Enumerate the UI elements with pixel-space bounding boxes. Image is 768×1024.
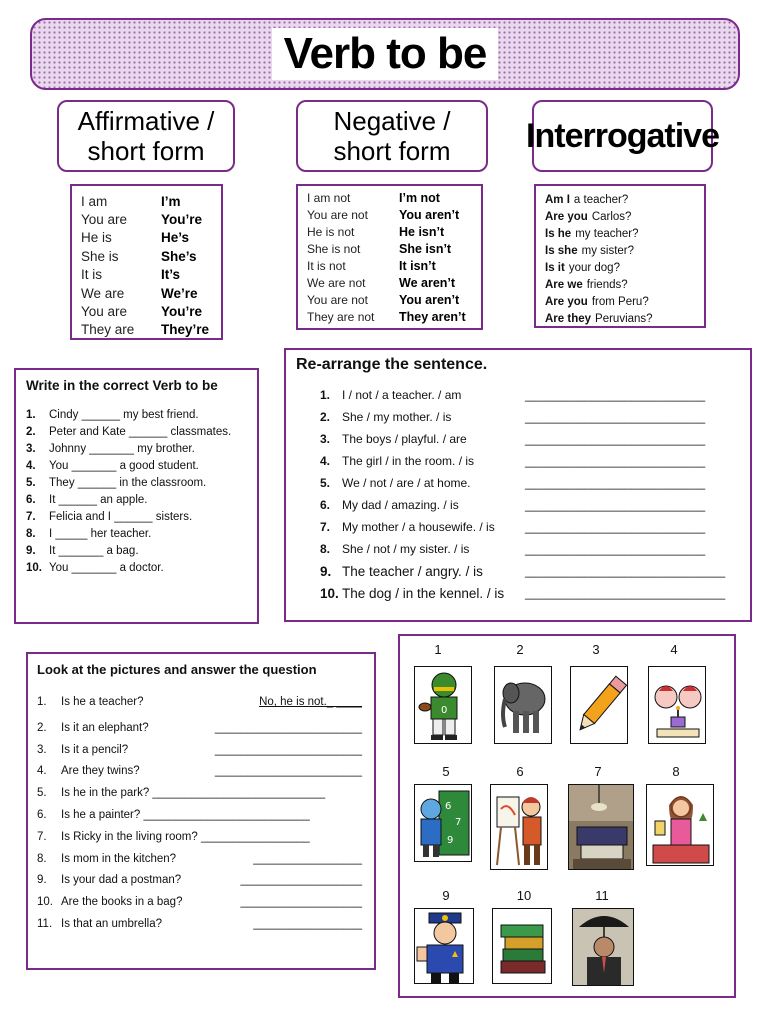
long-form: He is xyxy=(81,230,112,246)
item-number: 1. xyxy=(320,388,331,402)
question-text[interactable]: Is he a painter? __________________________ xyxy=(61,809,310,822)
short-form: We aren’t xyxy=(399,275,456,290)
table-row xyxy=(545,243,704,260)
pencil-icon xyxy=(571,667,628,744)
living-room-icon xyxy=(569,785,634,870)
table-row xyxy=(81,192,221,210)
item-text: Cindy ______ my best friend. xyxy=(49,409,199,421)
list-item xyxy=(37,804,374,826)
police-officer-icon xyxy=(415,909,474,984)
item-text: I _____ her teacher. xyxy=(49,528,152,540)
answer-blank[interactable]: ______________________________ xyxy=(525,564,726,578)
item-number: 10. xyxy=(26,562,42,574)
interrogative-table xyxy=(534,184,706,328)
question-verb: Are you xyxy=(545,211,588,224)
table-row xyxy=(545,310,704,327)
write-verb-section xyxy=(14,368,259,624)
list-item xyxy=(296,494,750,516)
picture-number: 7 xyxy=(594,764,602,779)
affirmative-header-line1: Affirmative / xyxy=(77,106,215,136)
long-form: They are xyxy=(81,322,135,338)
list-item xyxy=(26,526,257,543)
item-number: 2. xyxy=(37,721,47,734)
table-row xyxy=(545,276,704,293)
table-row xyxy=(307,308,481,325)
look-pictures-section xyxy=(26,652,376,970)
table-row xyxy=(307,258,481,275)
rearrange-section xyxy=(284,348,752,622)
short-form: You aren’t xyxy=(399,208,460,223)
item-number: 10. xyxy=(320,585,339,601)
item-text: My dad / amazing. / is xyxy=(342,498,459,512)
title-banner xyxy=(30,18,740,90)
question-verb: Is he xyxy=(545,228,572,241)
pictures-panel xyxy=(398,634,736,998)
table-row xyxy=(81,210,221,228)
list-item xyxy=(37,891,374,913)
list-item xyxy=(37,687,374,717)
answer-blank[interactable]: ___________________________ xyxy=(525,520,706,534)
question-verb: Am I xyxy=(545,194,570,207)
item-number: 3. xyxy=(320,432,331,446)
umbrella-icon xyxy=(573,909,634,986)
list-item xyxy=(37,782,374,804)
long-form: She is xyxy=(81,248,119,264)
picture-number: 10 xyxy=(516,888,532,903)
question-text: Are the books in a bag? xyxy=(61,896,183,909)
picture-number: 11 xyxy=(595,888,609,903)
section-title: Write in the correct Verb to be xyxy=(26,378,218,393)
short-form: You’re xyxy=(161,304,203,320)
short-form: They aren’t xyxy=(399,309,466,324)
question-rest: Carlos? xyxy=(591,211,632,224)
affirmative-header xyxy=(57,100,235,172)
table-row xyxy=(545,260,704,277)
item-number: 1. xyxy=(26,409,36,421)
long-form: I am xyxy=(81,193,108,209)
question-verb: Are we xyxy=(545,278,583,291)
boy-at-board-picture xyxy=(414,784,472,862)
short-form: I’m not xyxy=(399,191,440,206)
answer-blank[interactable]: No, he is not._ ____ xyxy=(259,696,362,708)
item-number: 6. xyxy=(26,494,36,506)
table-row xyxy=(81,302,221,320)
table-row xyxy=(545,192,704,209)
item-number: 8. xyxy=(320,542,331,556)
short-form: He isn’t xyxy=(399,225,445,240)
answer-blank[interactable]: ___________________________ xyxy=(525,476,706,490)
item-number: 9. xyxy=(37,874,47,887)
picture-number: 4 xyxy=(670,642,678,657)
list-item xyxy=(37,761,374,783)
interrogative-header: Interrogative xyxy=(532,100,713,172)
answer-blank[interactable]: ___________________________ xyxy=(525,388,706,402)
question-rest: my sister? xyxy=(581,245,635,258)
item-text: You _______ a doctor. xyxy=(49,562,164,574)
section-title: Look at the pictures and answer the question xyxy=(37,662,317,677)
item-number: 8. xyxy=(37,852,47,865)
item-text: The girl / in the room. / is xyxy=(342,454,475,468)
list-item xyxy=(26,424,257,441)
item-text: I / not / a teacher. / am xyxy=(342,388,462,402)
list-item xyxy=(26,509,257,526)
answer-blank[interactable]: _______________________ xyxy=(214,765,362,778)
table-row xyxy=(307,207,481,224)
books-picture xyxy=(492,908,552,984)
answer-blank[interactable]: ___________________ xyxy=(240,874,362,887)
item-number: 8. xyxy=(26,528,36,540)
painter-icon xyxy=(491,785,548,870)
svg-text:7: 7 xyxy=(455,817,462,828)
affirmative-header-line2: short form xyxy=(87,136,205,166)
long-form: We are xyxy=(81,285,125,301)
table-row xyxy=(81,321,221,339)
item-text: We / not / are / at home. xyxy=(342,476,471,490)
policeman-picture xyxy=(414,908,474,984)
list-item xyxy=(296,560,750,582)
list-item xyxy=(296,582,750,604)
table-row xyxy=(81,247,221,265)
picture-number: 6 xyxy=(516,764,524,779)
item-text: They ______ in the classroom. xyxy=(49,477,207,489)
kitchen-mom-picture xyxy=(646,784,714,866)
item-number: 11. xyxy=(37,918,53,931)
question-text[interactable]: Is Ricky in the living room? _________________ xyxy=(61,830,310,843)
short-form: We’re xyxy=(161,285,198,301)
picture-number: 3 xyxy=(592,642,600,657)
question-verb: Are you xyxy=(545,295,588,308)
elephant-picture xyxy=(494,666,552,744)
item-number: 10. xyxy=(37,896,53,909)
list-item xyxy=(37,826,374,848)
question-rest: Peruvians? xyxy=(595,312,653,325)
short-form: They’re xyxy=(161,322,210,338)
item-text: She / not / my sister. / is xyxy=(342,542,470,556)
answer-blank[interactable]: _______________________ xyxy=(214,743,362,756)
books-icon xyxy=(493,909,552,984)
list-item xyxy=(26,407,257,424)
picture-number: 8 xyxy=(672,764,680,779)
item-number: 1. xyxy=(37,696,47,708)
list-item xyxy=(296,406,750,428)
long-form: I am not xyxy=(307,191,351,206)
item-text: The dog / in the kennel. / is xyxy=(342,585,505,601)
list-item xyxy=(296,516,750,538)
list-item xyxy=(296,538,750,560)
short-form: You aren’t xyxy=(399,292,460,307)
answer-blank[interactable]: ___________________________ xyxy=(525,410,706,424)
table-row xyxy=(81,266,221,284)
table-row xyxy=(307,291,481,308)
table-row xyxy=(81,229,221,247)
table-row xyxy=(545,209,704,226)
item-text: Felicia and I ______ sisters. xyxy=(49,511,193,523)
long-form: You are xyxy=(81,212,128,228)
table-row xyxy=(307,190,481,207)
picture-number: 2 xyxy=(516,642,524,657)
long-form: You are not xyxy=(307,208,368,223)
item-text: She / my mother. / is xyxy=(342,410,452,424)
item-text: The boys / playful. / are xyxy=(342,432,467,446)
svg-text:9: 9 xyxy=(447,835,454,846)
item-number: 6. xyxy=(37,809,47,822)
item-number: 3. xyxy=(26,443,36,455)
table-row xyxy=(81,284,221,302)
long-form: It is not xyxy=(307,259,346,273)
negative-header-line1: Negative / xyxy=(333,106,451,136)
question-text: Is it an elephant? xyxy=(61,721,149,734)
item-number: 6. xyxy=(320,498,331,512)
answer-blank[interactable]: ___________________ xyxy=(240,896,362,909)
answer-blank[interactable]: _________________ xyxy=(253,918,362,931)
question-verb: Is it xyxy=(545,262,565,274)
list-item xyxy=(37,913,374,935)
picture-number: 1 xyxy=(434,642,442,657)
item-text: It ______ an apple. xyxy=(49,494,148,506)
list-item xyxy=(296,450,750,472)
long-form: He is not xyxy=(307,225,355,240)
item-number: 4. xyxy=(37,765,47,778)
affirmative-table xyxy=(70,184,223,340)
negative-header-line2: short form xyxy=(333,136,451,166)
section-title: Re-arrange the sentence. xyxy=(296,356,488,373)
list-item xyxy=(37,717,374,739)
question-text[interactable]: Is he in the park? ___________________________ xyxy=(61,787,326,800)
item-number: 9. xyxy=(26,545,36,557)
item-number: 7. xyxy=(26,511,36,523)
svg-text:0: 0 xyxy=(441,705,448,716)
long-form: It is xyxy=(81,267,103,283)
list-item xyxy=(26,475,257,492)
page-title: Verb to be xyxy=(272,28,499,80)
question-rest: a teacher? xyxy=(573,194,629,207)
picture-number: 5 xyxy=(442,764,450,779)
list-item xyxy=(296,384,750,406)
question-rest: your dog? xyxy=(568,262,620,274)
short-form: It’s xyxy=(161,267,181,283)
question-rest: friends? xyxy=(586,278,628,291)
question-text: Is mom in the kitchen? xyxy=(61,852,177,865)
table-row xyxy=(307,274,481,291)
chalkboard-icon xyxy=(415,785,472,862)
answer-blank[interactable]: ___________________________ xyxy=(525,542,706,556)
item-text: Johnny _______ my brother. xyxy=(49,443,195,455)
list-item xyxy=(37,739,374,761)
question-text: Is it a pencil? xyxy=(61,743,129,756)
table-row xyxy=(307,241,481,258)
question-rest: my teacher? xyxy=(575,228,639,241)
painter-picture xyxy=(490,784,548,870)
item-number: 4. xyxy=(26,460,36,472)
short-form: She isn’t xyxy=(399,242,452,257)
item-text: The teacher / angry. / is xyxy=(342,563,483,579)
short-form: I’m xyxy=(161,193,181,209)
item-number: 4. xyxy=(320,454,331,468)
table-row xyxy=(545,226,704,243)
item-number: 7. xyxy=(320,520,331,534)
answer-blank[interactable]: _________________ xyxy=(253,852,362,865)
list-item xyxy=(26,458,257,475)
list-item xyxy=(296,472,750,494)
item-text: Peter and Kate ______ classmates. xyxy=(49,426,232,438)
list-item xyxy=(26,543,257,560)
short-form: It isn’t xyxy=(399,259,436,273)
item-number: 2. xyxy=(320,410,331,424)
mom-cooking-icon xyxy=(647,785,714,866)
answer-blank[interactable]: ___________________________ xyxy=(525,454,706,468)
question-text: Is that an umbrella? xyxy=(61,918,163,931)
question-text: Are they twins? xyxy=(61,765,140,778)
item-number: 3. xyxy=(37,743,47,756)
list-item xyxy=(296,428,750,450)
answer-blank[interactable]: ___________________________ xyxy=(525,498,706,512)
answer-blank[interactable]: ______________________________ xyxy=(525,586,726,600)
table-row xyxy=(545,293,704,310)
item-text: You _______ a good student. xyxy=(49,460,199,472)
elephant-icon xyxy=(495,667,552,744)
item-text: My mother / a housewife. / is xyxy=(342,520,495,534)
list-item xyxy=(37,870,374,892)
list-item xyxy=(26,441,257,458)
living-room-picture xyxy=(568,784,634,870)
question-verb: Is she xyxy=(545,245,578,258)
long-form: You are not xyxy=(307,292,368,307)
twins-icon xyxy=(649,667,706,744)
list-item xyxy=(26,492,257,509)
question-text: Is your dad a postman? xyxy=(61,874,182,887)
item-number: 5. xyxy=(320,476,331,490)
negative-header xyxy=(296,100,488,172)
short-form: He’s xyxy=(161,230,190,246)
short-form: She’s xyxy=(161,248,197,264)
long-form: She is not xyxy=(307,242,361,257)
football-player-icon xyxy=(415,667,472,744)
long-form: You are xyxy=(81,304,128,320)
item-number: 2. xyxy=(26,426,36,438)
answer-blank[interactable]: ___________________________ xyxy=(525,432,706,446)
answer-blank[interactable]: _______________________ xyxy=(214,721,362,734)
item-number: 9. xyxy=(320,563,332,579)
long-form: We are not xyxy=(307,275,366,290)
question-rest: from Peru? xyxy=(591,295,649,308)
item-number: 5. xyxy=(37,787,47,800)
twins-picture xyxy=(648,666,706,744)
item-number: 5. xyxy=(26,477,36,489)
question-text: Is he a teacher? xyxy=(61,696,144,708)
question-verb: Are they xyxy=(545,312,592,325)
pencil-picture xyxy=(570,666,628,744)
list-item xyxy=(26,560,257,577)
item-number: 7. xyxy=(37,830,47,843)
picture-number: 9 xyxy=(442,888,450,903)
negative-table xyxy=(296,184,483,330)
football-player-picture xyxy=(414,666,472,744)
long-form: They are not xyxy=(307,309,375,324)
umbrella-man-picture xyxy=(572,908,634,986)
table-row xyxy=(307,224,481,241)
list-item xyxy=(37,848,374,870)
item-text: It _______ a bag. xyxy=(49,545,139,557)
short-form: You’re xyxy=(161,212,203,228)
svg-text:6: 6 xyxy=(445,801,452,812)
